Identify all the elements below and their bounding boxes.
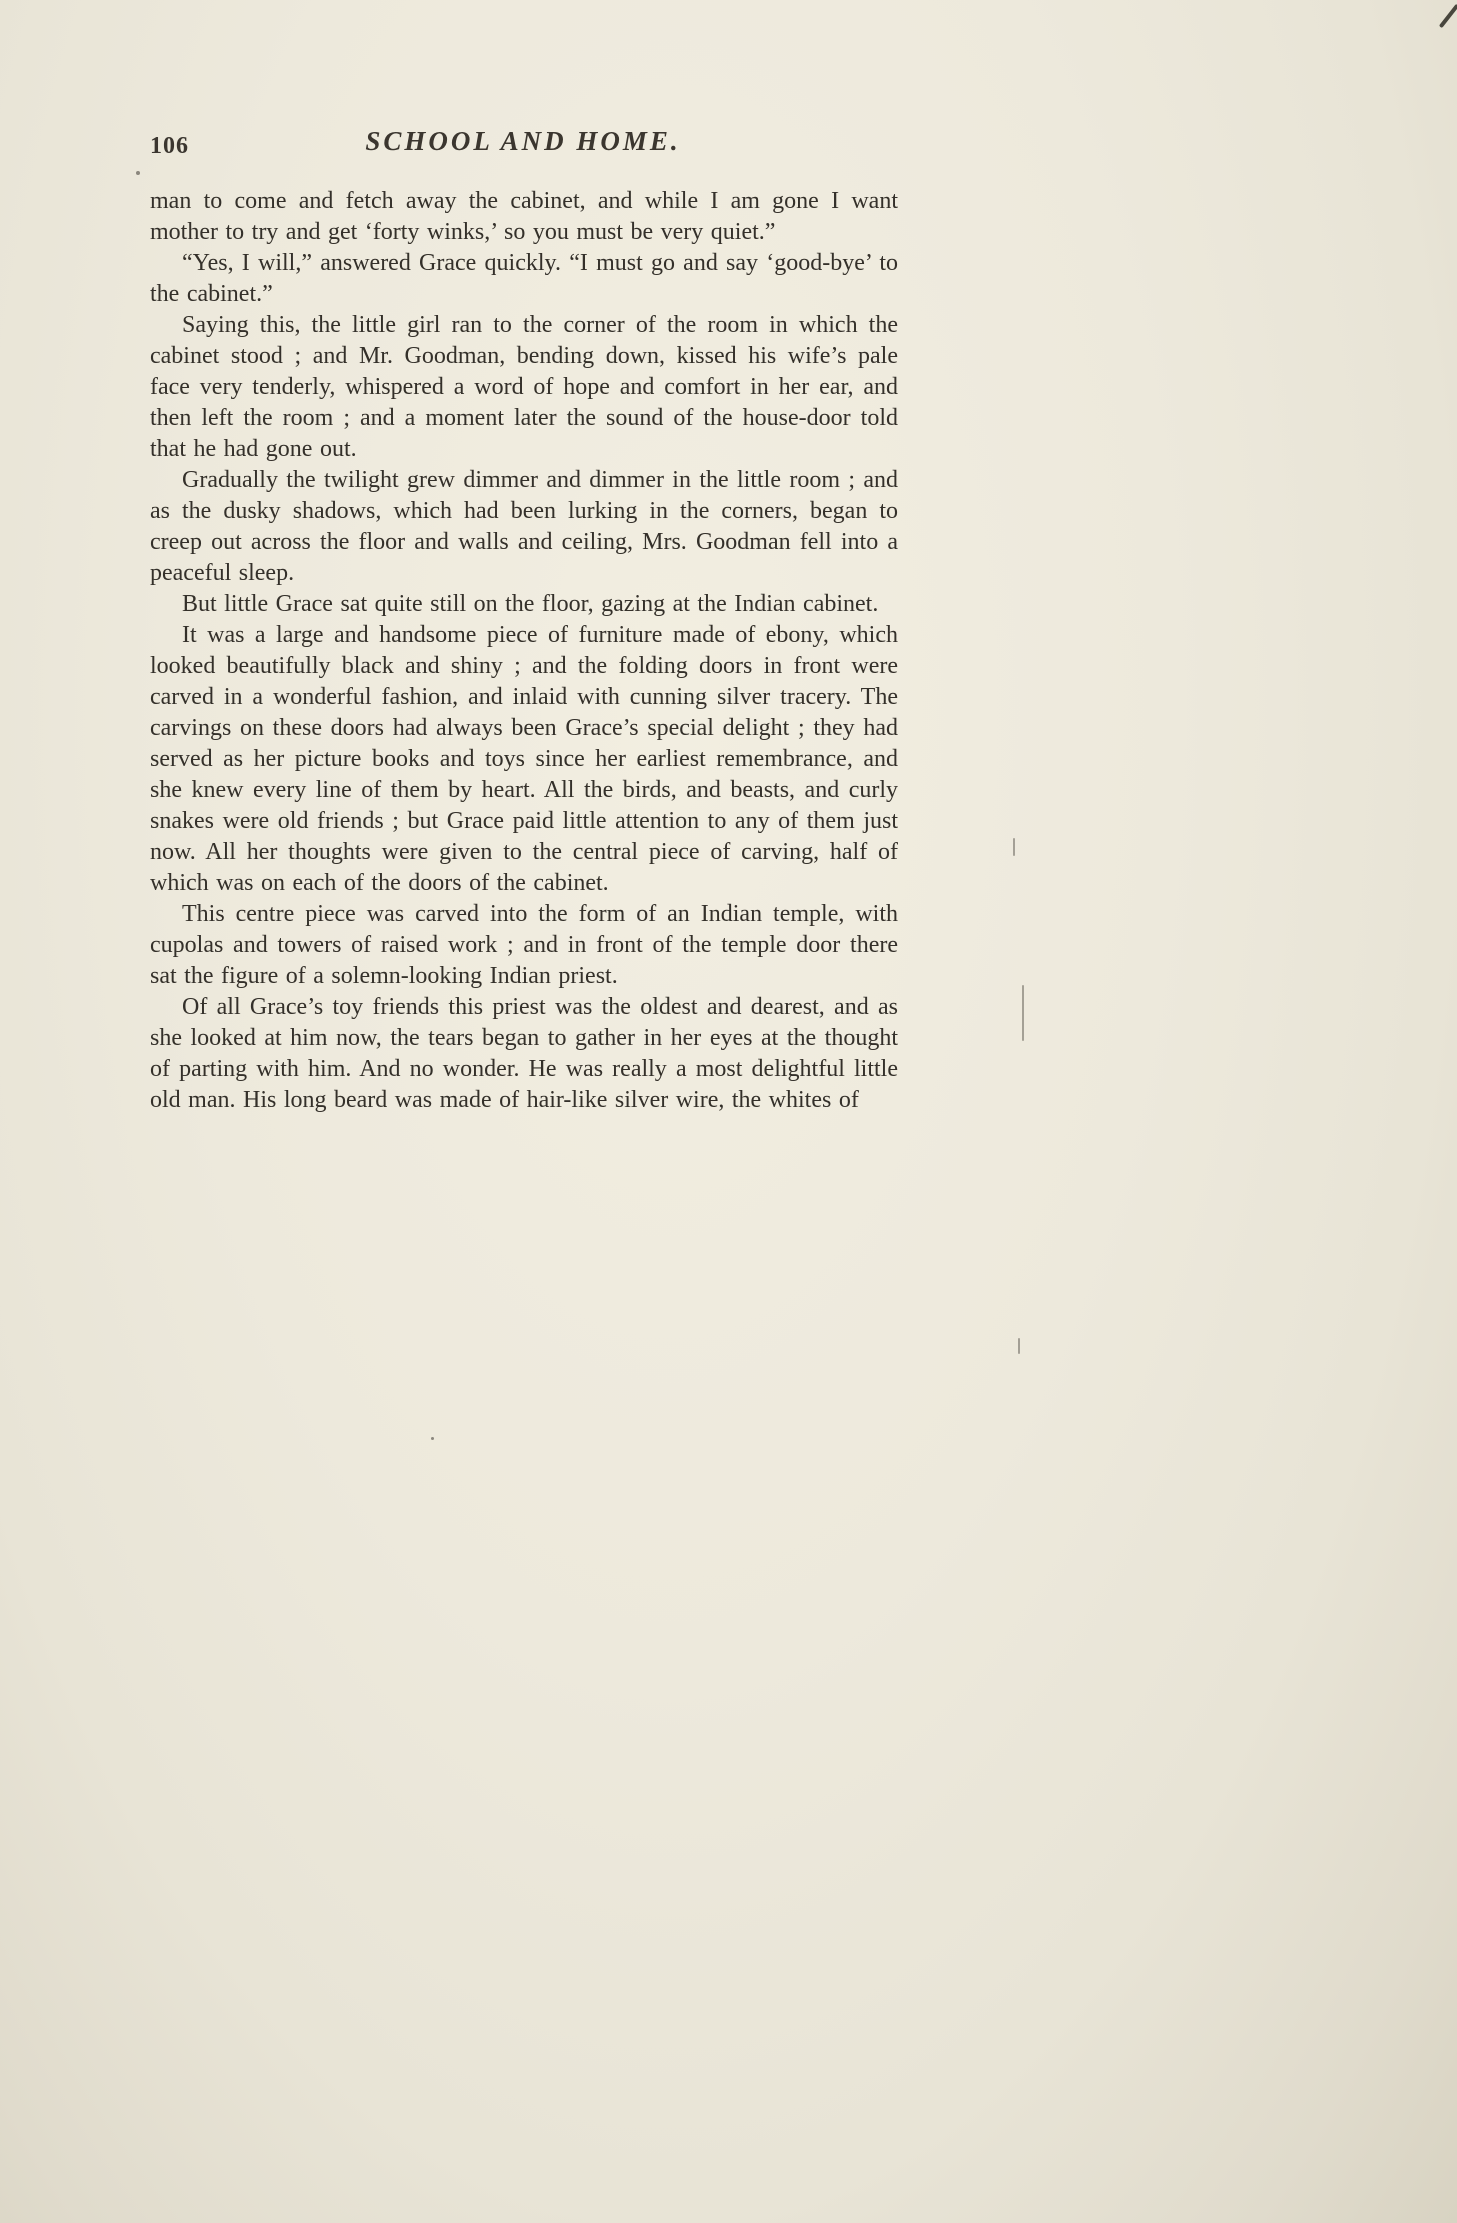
paragraph: This centre piece was carved into the form of an Indian temple, with cupolas and towers of raised work ; and in front of the temple door there sat the figure of a solemn-looking Indian priest. bbox=[150, 901, 898, 989]
body-text bbox=[150, 186, 898, 1116]
scan-artifact-dot bbox=[431, 1437, 434, 1440]
paragraph: Gradually the twilight grew dimmer and dimmer in the little room ; and as the dusky shadows, which had been lurking in the corners, began to creep out across the floor and walls and ceiling, Mrs. Goodman fell into a peaceful sleep. bbox=[150, 467, 898, 586]
scan-artifact-dot bbox=[136, 171, 140, 175]
paragraph: man to come and fetch away the cabinet, and while I am gone I want mother to try and get ‘forty winks,’ so you must be very quiet.” bbox=[150, 188, 898, 245]
running-title: SCHOOL AND HOME. bbox=[365, 126, 681, 156]
scan-artifact-corner-mark bbox=[1439, 4, 1457, 29]
page-number: 106 bbox=[150, 133, 189, 159]
paragraph: Saying this, the little girl ran to the corner of the room in which the cabinet stood ; and Mr. Goodman, bending down, kissed his wife’s pale face very tenderly, whispered a word of hope and comfort in her ear, and then left the room ; and a moment later the sound of the house-door told that he had gone out. bbox=[150, 312, 898, 462]
scan-artifact-tick bbox=[1018, 1338, 1020, 1354]
paragraph: Of all Grace’s toy friends this priest was the oldest and dearest, and as she looked at him now, the tears began to gather in her eyes at the thought of parting with him. And no wonder. He was really a most delightful little old man. His long beard was made of hair-like silver wire, the whites of bbox=[150, 994, 898, 1113]
paragraph: It was a large and handsome piece of furniture made of ebony, which looked beautifully black and shiny ; and the folding doors in front were carved in a wonderful fashion, and inlaid with cunning silver tracery. The carvings on these doors had always been Grace’s special delight ; they had served as her picture books and toys since her earliest remembrance, and she knew every line of them by heart. All the birds, and beasts, and curly snakes were old friends ; but Grace paid little attention to any of them just now. All her thoughts were given to the central piece of carving, half of which was on each of the doors of the cabinet. bbox=[150, 622, 898, 896]
paragraph: But little Grace sat quite still on the floor, gazing at the Indian cabinet. bbox=[182, 591, 879, 617]
paragraph: “Yes, I will,” answered Grace quickly. “I must go and say ‘good-bye’ to the cabinet.” bbox=[150, 250, 898, 307]
scan-artifact-tick bbox=[1013, 838, 1015, 856]
page-header bbox=[150, 126, 896, 168]
scan-artifact-tick bbox=[1022, 985, 1024, 1041]
